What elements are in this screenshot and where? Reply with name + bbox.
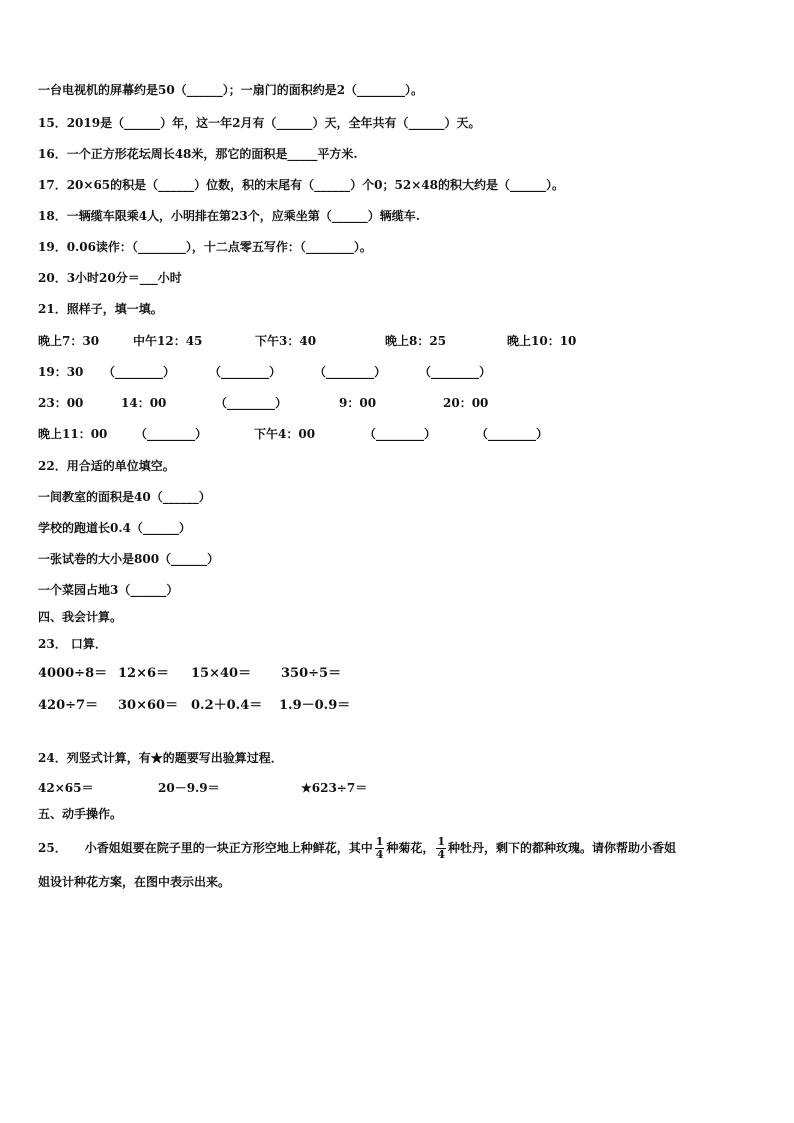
question-25-continuation: 姐设计种花方案，在图中表示出来。 — [38, 875, 231, 889]
oral-calc-item: 15×40＝ — [191, 666, 252, 681]
time-cell: 晚上10：10 — [507, 334, 577, 348]
time-cell: 晚上7：30 — [38, 334, 100, 348]
time-cell: 23：00 — [38, 396, 84, 410]
question-25-text: 25． 小香姐姐要在院子里的一块正方形空地上种鲜花，其中 — [38, 841, 373, 855]
oral-calc-item: 0.2＋0.4＝ — [191, 698, 263, 713]
question-23: 23． 口算． — [38, 637, 107, 651]
oral-calc-item: 1.9－0.9＝ — [279, 698, 351, 713]
oral-calc-item: 350÷5＝ — [281, 666, 342, 681]
question-20: 20．3小时20分＝___小时 — [38, 271, 182, 285]
question-22-item: 一张试卷的大小是800（______） — [38, 552, 220, 566]
question-19: 19．0.06读作：（________），十二点零五写作：（________）。 — [38, 240, 372, 254]
time-cell: 9：00 — [339, 396, 377, 410]
question-16: 16．一个正方形花坛周长48米，那它的面积是_____平方米. — [38, 147, 358, 161]
answer-blank: （________） — [103, 365, 176, 379]
question-17: 17．20×65的积是（______）位数，积的末尾有（______）个0；52×48的积大约是（______）。 — [38, 178, 564, 192]
answer-blank: （________） — [209, 365, 282, 379]
vertical-calc-item: ★623÷7＝ — [301, 781, 368, 795]
time-cell: 下午3：40 — [255, 334, 317, 348]
time-cell: 中午12：45 — [133, 334, 203, 348]
time-cell: 下午4：00 — [254, 427, 316, 441]
fraction-one-quarter: $\frac{1}{4}$ — [375, 835, 384, 861]
time-cell: 20：00 — [443, 396, 489, 410]
answer-blank: （________） — [476, 427, 549, 441]
answer-blank: （________） — [314, 365, 387, 379]
question-22: 22．用合适的单位填空。 — [38, 459, 175, 473]
time-cell: 晚上11：00 — [38, 427, 108, 441]
section-heading: 四、我会计算。 — [38, 610, 123, 624]
time-cell: 19：30 — [38, 365, 84, 379]
section-heading: 五、动手操作。 — [38, 807, 123, 821]
time-cell: 晚上8：25 — [385, 334, 447, 348]
question-14-continuation: 一台电视机的屏幕约是50（______）；一扇门的面积约是2（________）。 — [38, 83, 424, 97]
question-22-item: 一间教室的面积是40（______） — [38, 490, 211, 504]
time-cell: 14：00 — [121, 396, 167, 410]
question-25-text: 种菊花， — [386, 841, 435, 855]
answer-blank: （________） — [419, 365, 492, 379]
question-18: 18．一辆缆车限乘4人，小明排在第23个，应乘坐第（______）辆缆车. — [38, 209, 420, 223]
question-22-item: 学校的跑道长0.4（______） — [38, 521, 191, 535]
question-22-item: 一个菜园占地3（______） — [38, 583, 179, 597]
question-24: 24．列竖式计算，有★的题要写出验算过程． — [38, 751, 283, 765]
question-25-text: 种牡丹，剩下的都种玫瑰。请你帮助小香姐 — [448, 841, 677, 855]
oral-calc-item: 30×60＝ — [118, 698, 179, 713]
question-25 — [38, 836, 676, 861]
fraction-one-quarter: $\frac{1}{4}$ — [437, 835, 446, 861]
answer-blank: （________） — [215, 396, 288, 410]
vertical-calc-item: 42×65＝ — [38, 781, 94, 795]
oral-calc-item: 12×6＝ — [118, 666, 170, 681]
answer-blank: （________） — [364, 427, 437, 441]
oral-calc-item: 420÷7＝ — [38, 698, 99, 713]
answer-blank: （________） — [135, 427, 208, 441]
oral-calc-item: 4000÷8＝ — [38, 666, 108, 681]
vertical-calc-item: 20－9.9＝ — [158, 781, 220, 795]
question-21: 21．照样子，填一填。 — [38, 302, 163, 316]
question-15: 15．2019是（______）年，这一年2月有（______）天，全年共有（______）天。 — [38, 116, 481, 130]
